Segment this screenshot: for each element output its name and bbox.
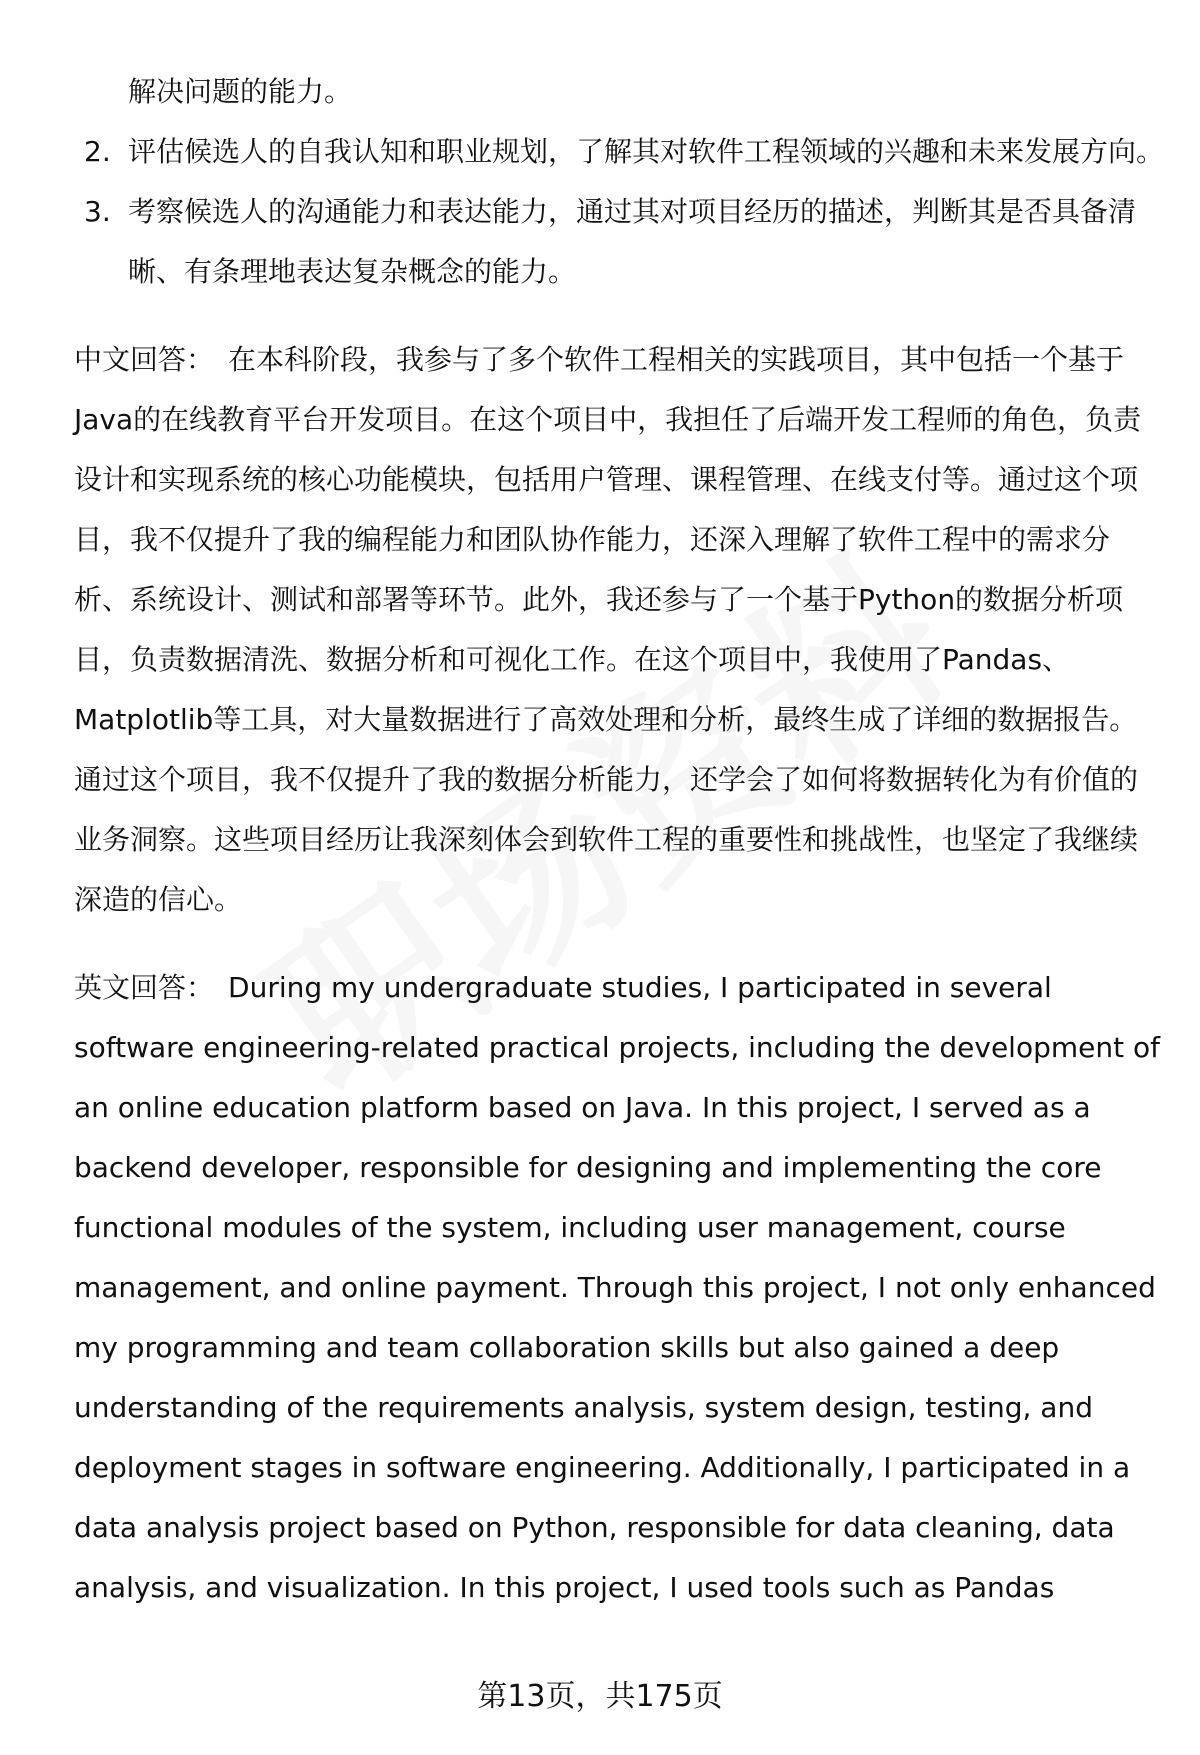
document-page — [74, 62, 1164, 1618]
list-item-text: 考察候选人的沟通能力和表达能力，通过其对项目经历的描述，判断其是否具备清晰、有条理地表达复杂概念的能力。 — [128, 195, 1137, 288]
page-number-footer: 第13页，共175页 — [477, 1679, 723, 1714]
question-purpose-list — [74, 62, 1164, 302]
chinese-answer-label: 中文回答： — [74, 343, 215, 376]
english-answer-text: During my undergraduate studies, I participated in several software engineering-related practical projects, including the development of an online education platform based on Java. In this project, I served as a backend developer, responsible for designing and implementing the core functional modules of the system, including user management, course management, and online payment. Through this project, I not only enhanced my programming and team collaboration skills but also gained a deep understanding of the requirements analysis, system design, testing, and deployment stages in software engineering. Additionally, I participated in a data analysis project based on Python, responsible for data cleaning, data analysis, and visualization. In this project, I used tools such as Pandas — [74, 971, 1160, 1604]
list-item-number: 3. — [84, 195, 111, 228]
list-item-text: 评估候选人的自我认知和职业规划，了解其对软件工程领域的兴趣和未来发展方向。 — [128, 135, 1165, 168]
list-item-text: 解决问题的能力。 — [128, 75, 353, 108]
list-item — [74, 182, 1164, 302]
list-item — [74, 62, 1164, 122]
list-item — [74, 122, 1164, 182]
english-answer-paragraph — [74, 958, 1164, 1618]
list-item-number: 2. — [84, 135, 111, 168]
english-answer-label: 英文回答： — [74, 971, 215, 1004]
chinese-answer-text: 在本科阶段，我参与了多个软件工程相关的实践项目，其中包括一个基于Java的在线教育平台开发项目。在这个项目中，我担任了后端开发工程师的角色，负责设计和实现系统的核心功能模块，包括用户管理、课程管理、在线支付等。通过这个项目，我不仅提升了我的编程能力和团队协作能力，还深入理解了软件工程中的需求分析、系统设计、测试和部署等环节。此外，我还参与了一个基于Python的数据分析项目，负责数据清洗、数据分析和可视化工作。在这个项目中，我使用了Pandas、Matplotlib等工具，对大量数据进行了高效处理和分析，最终生成了详细的数据报告。通过这个项目，我不仅提升了我的数据分析能力，还学会了如何将数据转化为有价值的业务洞察。这些项目经历让我深刻体会到软件工程的重要性和挑战性，也坚定了我继续深造的信心。 — [74, 343, 1142, 916]
chinese-answer-paragraph — [74, 330, 1164, 930]
